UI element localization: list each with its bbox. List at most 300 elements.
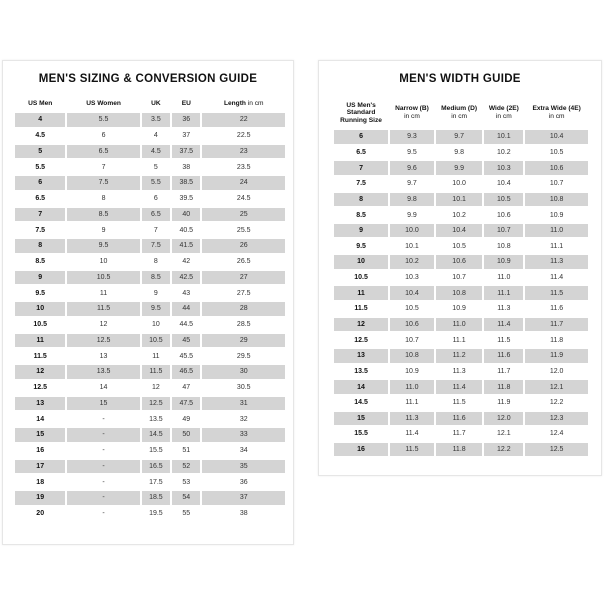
- table-cell: 9.5: [67, 239, 139, 253]
- table-cell: 8: [15, 239, 65, 253]
- table-cell: 25: [202, 208, 285, 222]
- table-row: [334, 412, 588, 426]
- table-cell: 12.1: [525, 380, 588, 394]
- table-row: [15, 208, 285, 222]
- table-cell: 38.5: [172, 176, 200, 190]
- table-cell: 14: [334, 380, 388, 394]
- table-cell: 33: [202, 428, 285, 442]
- table-cell: 10.5: [484, 193, 523, 207]
- table-cell: 7: [67, 160, 139, 174]
- table-cell: 5: [142, 160, 170, 174]
- table-cell: 10.2: [436, 208, 483, 222]
- table-cell: 10.1: [390, 239, 434, 253]
- table-cell: 12: [142, 381, 170, 395]
- table-cell: 10.4: [525, 130, 588, 144]
- table-cell: 10.5: [334, 271, 388, 285]
- table-row: [334, 239, 588, 253]
- table-row: [15, 491, 285, 505]
- table-cell: 10.6: [390, 318, 434, 332]
- table-cell: 10.3: [390, 271, 434, 285]
- table-cell: 11.3: [390, 412, 434, 426]
- table-cell: 24: [202, 176, 285, 190]
- table-row: [15, 302, 285, 316]
- table-cell: 10.5: [142, 334, 170, 348]
- table-cell: 4: [142, 129, 170, 143]
- table-cell: 16: [15, 444, 65, 458]
- table-row: [15, 397, 285, 411]
- table-cell: 10: [334, 255, 388, 269]
- table-cell: 11: [334, 286, 388, 300]
- table-cell: 29.5: [202, 349, 285, 363]
- table-cell: 10.6: [436, 255, 483, 269]
- table-cell: 10.9: [525, 208, 588, 222]
- width-guide-title: MEN'S WIDTH GUIDE: [399, 73, 521, 85]
- table-cell: 10.9: [436, 302, 483, 316]
- table-cell: 10.0: [390, 224, 434, 238]
- table-cell: 11.5: [67, 302, 139, 316]
- table-cell: 15: [15, 428, 65, 442]
- table-row: [334, 208, 588, 222]
- table-cell: 6.5: [15, 192, 65, 206]
- table-row: [334, 380, 588, 394]
- table-cell: -: [67, 444, 139, 458]
- table-row: [334, 349, 588, 363]
- table-cell: 9.3: [390, 130, 434, 144]
- table-row: [334, 177, 588, 191]
- table-cell: 15: [334, 412, 388, 426]
- table-cell: 42.5: [172, 271, 200, 285]
- table-cell: 11.7: [436, 427, 483, 441]
- table-cell: 12.2: [525, 396, 588, 410]
- table-cell: 11: [15, 334, 65, 348]
- table-row: [15, 428, 285, 442]
- table-cell: 19: [15, 491, 65, 505]
- table-cell: 37: [172, 129, 200, 143]
- table-cell: 11.4: [484, 318, 523, 332]
- table-row: [334, 130, 588, 144]
- header-narrow: [390, 98, 434, 128]
- table-cell: 39.5: [172, 192, 200, 206]
- table-cell: 14.5: [334, 396, 388, 410]
- table-row: [334, 193, 588, 207]
- header-medium: [436, 98, 483, 128]
- sizing-guide-title: MEN'S SIZING & CONVERSION GUIDE: [38, 73, 258, 85]
- table-cell: 13.5: [142, 412, 170, 426]
- table-cell: 44.5: [172, 318, 200, 332]
- table-cell: 13.5: [67, 365, 139, 379]
- table-cell: 11.5: [390, 443, 434, 457]
- table-cell: 11.3: [525, 255, 588, 269]
- table-row: [334, 161, 588, 175]
- table-cell: 11.0: [436, 318, 483, 332]
- table-cell: 12.5: [15, 381, 65, 395]
- table-cell: 11.1: [436, 333, 483, 347]
- table-cell: 11.0: [484, 271, 523, 285]
- table-row: [15, 255, 285, 269]
- table-cell: 4: [15, 113, 65, 127]
- table-cell: 19.5: [142, 507, 170, 521]
- table-cell: 15.5: [334, 427, 388, 441]
- table-cell: -: [67, 491, 139, 505]
- table-cell: 13: [15, 397, 65, 411]
- table-cell: 14.5: [142, 428, 170, 442]
- table-cell: 45: [172, 334, 200, 348]
- table-cell: 9: [67, 223, 139, 237]
- table-cell: 11.6: [525, 302, 588, 316]
- table-row: [15, 318, 285, 332]
- table-cell: 7.5: [142, 239, 170, 253]
- table-cell: 10: [15, 302, 65, 316]
- table-cell: 7.5: [334, 177, 388, 191]
- table-row: [15, 286, 285, 300]
- width-guide-table: [332, 96, 590, 458]
- table-row: [334, 333, 588, 347]
- table-cell: 10.5: [525, 146, 588, 160]
- table-cell: 54: [172, 491, 200, 505]
- table-cell: 37: [202, 491, 285, 505]
- table-cell: 40: [172, 208, 200, 222]
- table-cell: 10.5: [390, 302, 434, 316]
- header-uk: UK: [151, 100, 161, 108]
- table-cell: 12: [67, 318, 139, 332]
- table-row: [15, 145, 285, 159]
- table-cell: 17.5: [142, 475, 170, 489]
- table-cell: -: [67, 428, 139, 442]
- table-cell: 45.5: [172, 349, 200, 363]
- table-cell: 11.3: [484, 302, 523, 316]
- table-row: [334, 286, 588, 300]
- table-cell: 7: [15, 208, 65, 222]
- table-cell: 28: [202, 302, 285, 316]
- header-eu: EU: [181, 100, 191, 108]
- table-cell: 8: [334, 193, 388, 207]
- table-cell: 11.3: [436, 365, 483, 379]
- table-cell: 3.5: [142, 113, 170, 127]
- table-cell: 5: [15, 145, 65, 159]
- table-row: [15, 113, 285, 127]
- table-cell: 10.9: [390, 365, 434, 379]
- table-cell: 44: [172, 302, 200, 316]
- header-wide: [484, 98, 523, 128]
- header-length-unit: in cm: [247, 100, 264, 108]
- table-cell: 10.1: [436, 193, 483, 207]
- table-cell: 12.0: [525, 365, 588, 379]
- table-cell: 11.5: [334, 302, 388, 316]
- table-cell: 10.5: [15, 318, 65, 332]
- table-cell: 27.5: [202, 286, 285, 300]
- header-narrow-unit: in cm: [404, 113, 420, 120]
- table-cell: 26.5: [202, 255, 285, 269]
- table-cell: 16: [334, 443, 388, 457]
- table-row: [334, 443, 588, 457]
- table-row: [334, 255, 588, 269]
- table-cell: 10.0: [436, 177, 483, 191]
- table-cell: 26: [202, 239, 285, 253]
- table-cell: 38: [202, 507, 285, 521]
- table-cell: 28.5: [202, 318, 285, 332]
- table-cell: 47: [172, 381, 200, 395]
- table-cell: 55: [172, 507, 200, 521]
- table-cell: 11.8: [484, 380, 523, 394]
- table-cell: 50: [172, 428, 200, 442]
- table-cell: 8.5: [67, 208, 139, 222]
- header-standard-size: US Men's Standard Running Size: [340, 101, 382, 124]
- table-cell: 40.5: [172, 223, 200, 237]
- header-wide-unit: in cm: [495, 113, 512, 120]
- table-cell: 11.1: [525, 239, 588, 253]
- header-wide-label: Wide (2E): [488, 105, 519, 113]
- table-cell: 13: [334, 349, 388, 363]
- table-cell: 9.9: [436, 161, 483, 175]
- sizing-table-body: [15, 113, 285, 521]
- table-cell: 53: [172, 475, 200, 489]
- table-cell: 8.5: [334, 208, 388, 222]
- table-row: [15, 223, 285, 237]
- table-cell: 9: [15, 271, 65, 285]
- table-cell: 42: [172, 255, 200, 269]
- table-cell: 10.6: [525, 161, 588, 175]
- table-cell: 29: [202, 334, 285, 348]
- table-row: [15, 381, 285, 395]
- table-row: [15, 349, 285, 363]
- table-cell: 11.5: [525, 286, 588, 300]
- table-cell: 14: [15, 412, 65, 426]
- table-cell: 23.5: [202, 160, 285, 174]
- table-header-row: [15, 97, 285, 111]
- table-row: [334, 365, 588, 379]
- header-medium-unit: in cm: [451, 113, 467, 120]
- table-row: [15, 192, 285, 206]
- table-row: [334, 146, 588, 160]
- table-cell: 5.5: [67, 113, 139, 127]
- table-cell: 9.5: [15, 286, 65, 300]
- table-cell: 10.7: [525, 177, 588, 191]
- table-row: [15, 444, 285, 458]
- table-row: [15, 475, 285, 489]
- table-cell: 6.5: [67, 145, 139, 159]
- table-cell: 46.5: [172, 365, 200, 379]
- sizing-conversion-panel: [2, 60, 294, 545]
- table-cell: 10.4: [436, 224, 483, 238]
- table-cell: 7.5: [67, 176, 139, 190]
- table-cell: 10: [142, 318, 170, 332]
- table-cell: 49: [172, 412, 200, 426]
- table-cell: 7: [334, 161, 388, 175]
- table-cell: 6: [142, 192, 170, 206]
- table-cell: 8.5: [15, 255, 65, 269]
- table-cell: 11.0: [390, 380, 434, 394]
- table-cell: 12.1: [484, 427, 523, 441]
- table-cell: 9.8: [390, 193, 434, 207]
- table-cell: 36: [202, 475, 285, 489]
- table-cell: 11.5: [142, 365, 170, 379]
- table-cell: 12.5: [525, 443, 588, 457]
- table-cell: 12: [334, 318, 388, 332]
- table-cell: 12.5: [142, 397, 170, 411]
- table-cell: 9.7: [390, 177, 434, 191]
- table-cell: 38: [172, 160, 200, 174]
- width-table-body: [334, 130, 588, 456]
- table-cell: 35: [202, 460, 285, 474]
- table-cell: -: [67, 475, 139, 489]
- table-cell: 15: [67, 397, 139, 411]
- table-row: [334, 224, 588, 238]
- table-cell: 11.1: [390, 396, 434, 410]
- table-row: [15, 412, 285, 426]
- table-row: [15, 460, 285, 474]
- table-cell: 12.4: [525, 427, 588, 441]
- table-cell: 9.5: [334, 239, 388, 253]
- table-cell: 8.5: [142, 271, 170, 285]
- table-row: [334, 427, 588, 441]
- table-cell: 10.2: [390, 255, 434, 269]
- table-cell: 11.6: [436, 412, 483, 426]
- table-cell: -: [67, 507, 139, 521]
- header-extra-wide-label: Extra Wide (4E): [532, 105, 581, 113]
- table-cell: 18.5: [142, 491, 170, 505]
- width-guide-panel: [318, 60, 602, 476]
- table-cell: 6: [334, 130, 388, 144]
- table-cell: 37.5: [172, 145, 200, 159]
- header-medium-label: Medium (D): [441, 105, 478, 113]
- table-cell: 47.5: [172, 397, 200, 411]
- table-cell: 12.2: [484, 443, 523, 457]
- table-cell: 6: [15, 176, 65, 190]
- table-cell: 10.7: [436, 271, 483, 285]
- table-cell: 22: [202, 113, 285, 127]
- table-cell: 9.5: [142, 302, 170, 316]
- table-cell: -: [67, 460, 139, 474]
- table-cell: 6.5: [142, 208, 170, 222]
- table-cell: 4.5: [15, 129, 65, 143]
- table-cell: 10.8: [525, 193, 588, 207]
- table-cell: 17: [15, 460, 65, 474]
- table-cell: 41.5: [172, 239, 200, 253]
- header-us-women: US Women: [86, 100, 121, 108]
- table-cell: 11.7: [484, 365, 523, 379]
- table-cell: 9.7: [436, 130, 483, 144]
- table-cell: 10.1: [484, 130, 523, 144]
- table-cell: 23: [202, 145, 285, 159]
- table-cell: 10.4: [484, 177, 523, 191]
- table-cell: 10.8: [436, 286, 483, 300]
- table-cell: 11.4: [390, 427, 434, 441]
- table-cell: 9.8: [436, 146, 483, 160]
- header-extra-wide: [525, 98, 588, 128]
- table-cell: 6: [67, 129, 139, 143]
- table-cell: 11.9: [525, 349, 588, 363]
- table-cell: 18: [15, 475, 65, 489]
- table-cell: 10.8: [484, 239, 523, 253]
- table-cell: 30: [202, 365, 285, 379]
- table-cell: 12.0: [484, 412, 523, 426]
- table-row: [15, 160, 285, 174]
- table-cell: 24.5: [202, 192, 285, 206]
- table-cell: 5.5: [15, 160, 65, 174]
- table-cell: 9.5: [390, 146, 434, 160]
- table-cell: 22.5: [202, 129, 285, 143]
- table-row: [334, 396, 588, 410]
- table-cell: 30.5: [202, 381, 285, 395]
- table-cell: 10.4: [390, 286, 434, 300]
- table-cell: 34: [202, 444, 285, 458]
- table-cell: 10.7: [484, 224, 523, 238]
- table-cell: 10: [67, 255, 139, 269]
- table-cell: 10.8: [390, 349, 434, 363]
- table-row: [15, 239, 285, 253]
- table-cell: 4.5: [142, 145, 170, 159]
- table-cell: 11.9: [484, 396, 523, 410]
- table-cell: 11.7: [525, 318, 588, 332]
- table-row: [334, 302, 588, 316]
- table-cell: 11.5: [15, 349, 65, 363]
- header-narrow-label: Narrow (B): [395, 105, 429, 113]
- table-cell: 11.6: [484, 349, 523, 363]
- table-cell: 11.8: [525, 333, 588, 347]
- table-cell: 12: [15, 365, 65, 379]
- table-cell: 16.5: [142, 460, 170, 474]
- table-cell: 6.5: [334, 146, 388, 160]
- table-cell: -: [67, 412, 139, 426]
- table-cell: 14: [67, 381, 139, 395]
- table-cell: 31: [202, 397, 285, 411]
- table-cell: 12.3: [525, 412, 588, 426]
- table-cell: 9: [142, 286, 170, 300]
- table-row: [15, 365, 285, 379]
- table-header-row: [334, 98, 588, 128]
- header-length: [202, 97, 285, 111]
- table-cell: 13: [67, 349, 139, 363]
- table-row: [334, 271, 588, 285]
- table-cell: 9.9: [390, 208, 434, 222]
- table-cell: 11.5: [484, 333, 523, 347]
- table-cell: 52: [172, 460, 200, 474]
- table-cell: 10.5: [436, 239, 483, 253]
- table-cell: 12.5: [334, 333, 388, 347]
- table-cell: 8: [67, 192, 139, 206]
- table-cell: 43: [172, 286, 200, 300]
- table-cell: 11: [67, 286, 139, 300]
- table-cell: 11.5: [436, 396, 483, 410]
- table-cell: 32: [202, 412, 285, 426]
- table-cell: 11.8: [436, 443, 483, 457]
- table-row: [15, 129, 285, 143]
- table-cell: 36: [172, 113, 200, 127]
- table-cell: 20: [15, 507, 65, 521]
- table-cell: 11.2: [436, 349, 483, 363]
- table-cell: 10.5: [67, 271, 139, 285]
- table-cell: 12.5: [67, 334, 139, 348]
- table-row: [15, 271, 285, 285]
- table-cell: 15.5: [142, 444, 170, 458]
- table-cell: 11.0: [525, 224, 588, 238]
- table-cell: 10.9: [484, 255, 523, 269]
- table-cell: 5.5: [142, 176, 170, 190]
- table-row: [334, 318, 588, 332]
- table-cell: 10.2: [484, 146, 523, 160]
- table-row: [15, 176, 285, 190]
- table-cell: 10.3: [484, 161, 523, 175]
- header-us-men: US Men: [28, 100, 53, 108]
- table-cell: 9: [334, 224, 388, 238]
- table-cell: 13.5: [334, 365, 388, 379]
- header-extra-wide-unit: in cm: [548, 113, 565, 120]
- table-row: [15, 334, 285, 348]
- table-cell: 51: [172, 444, 200, 458]
- table-row: [15, 507, 285, 521]
- header-length-label: Length: [223, 100, 246, 108]
- table-cell: 11.4: [525, 271, 588, 285]
